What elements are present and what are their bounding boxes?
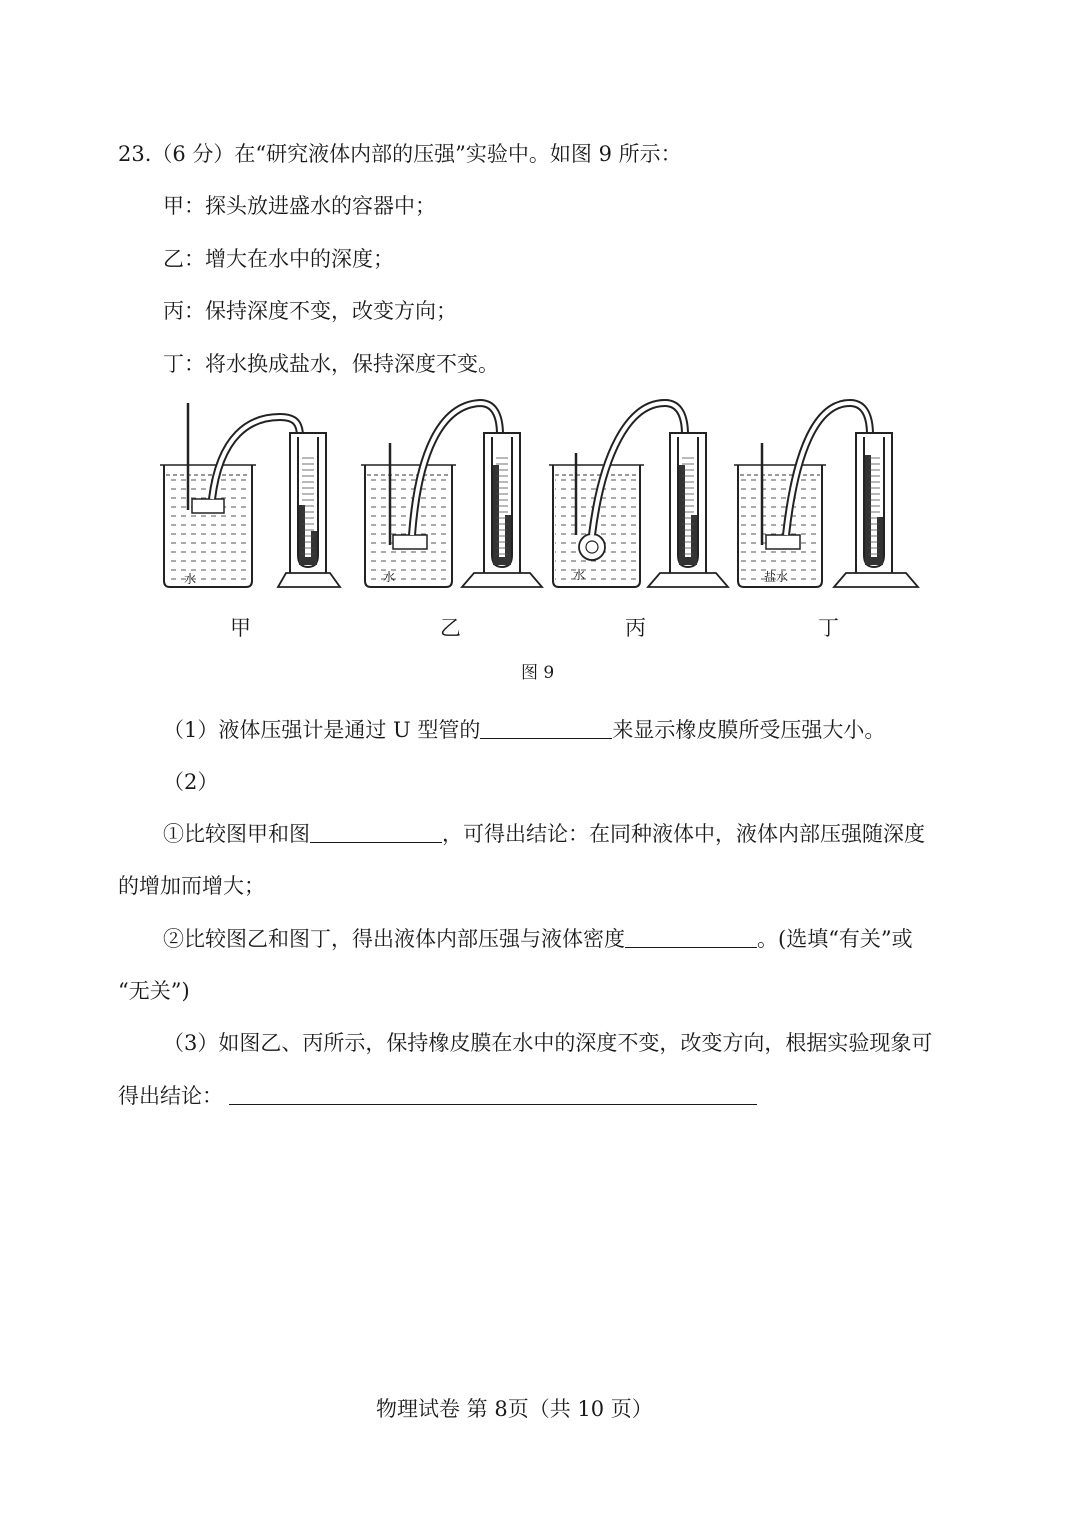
liquid-label-bing: 水 <box>573 568 586 582</box>
part-3-line-2 <box>118 1081 757 1111</box>
figure-9-diagram <box>150 395 930 610</box>
liquid-label-yi: 水 <box>383 570 396 584</box>
apparatus-bing <box>549 403 728 587</box>
answer-blank-1[interactable] <box>480 716 612 739</box>
manometer-ding <box>834 433 918 587</box>
step-ding: 丁：将水换成盐水，保持深度不变。 <box>163 352 499 376</box>
panel-label-ding: 丁 <box>818 616 839 640</box>
part-2a-before: ①比较图甲和图 <box>163 822 310 846</box>
part-2b-before: ②比较图乙和图丁，得出液体内部压强与液体密度 <box>163 927 625 951</box>
part-2a-after: ，可得出结论：在同种液体中，液体内部压强随深度 <box>442 822 925 846</box>
step-yi: 乙：增大在水中的深度； <box>163 247 394 271</box>
answer-blank-2b[interactable] <box>625 925 757 948</box>
apparatus-jia <box>160 403 340 587</box>
question-header: 23.（6 分）在“研究液体内部的压强”实验中。如图 9 所示： <box>118 142 682 166</box>
apparatus-yi <box>361 403 542 587</box>
manometer-yi <box>462 433 542 587</box>
part-1-before: （1）液体压强计是通过 U 型管的 <box>163 718 481 742</box>
step-bing: 丙：保持深度不变，改变方向； <box>163 299 457 323</box>
beaker-ding <box>734 465 826 587</box>
liquid-label-jia: 水 <box>184 572 197 586</box>
beaker-jia <box>160 465 256 587</box>
panel-label-jia: 甲 <box>230 616 251 640</box>
beaker-yi <box>361 465 456 587</box>
panel-label-bing: 丙 <box>625 616 646 640</box>
manometer-bing <box>648 433 728 587</box>
apparatus-ding <box>734 403 918 587</box>
page-footer: 物理试卷 第 8页（共 10 页） <box>376 1397 653 1421</box>
figure-caption: 图 9 <box>521 663 555 683</box>
manometer-jia <box>278 433 340 587</box>
part-3-prefix: 得出结论： <box>118 1084 223 1108</box>
step-jia: 甲：探头放进盛水的容器中； <box>163 194 436 218</box>
part-1 <box>163 715 885 745</box>
part-3-line-1: （3）如图乙、丙所示，保持橡皮膜在水中的深度不变，改变方向，根据实验现象可 <box>163 1031 933 1055</box>
part-2b <box>163 924 913 954</box>
answer-blank-2a[interactable] <box>310 820 442 843</box>
part-2a-continued: 的增加而增大； <box>118 874 265 898</box>
part-2b-after: 。(选填“有关”或 <box>757 927 913 951</box>
part-2a <box>163 819 925 849</box>
part-2-label: （2） <box>163 770 219 794</box>
answer-blank-3[interactable] <box>229 1082 757 1105</box>
part-2b-continued: “无关”) <box>118 979 190 1003</box>
liquid-label-ding: 盐水 <box>764 570 789 584</box>
panel-label-yi: 乙 <box>440 616 461 640</box>
part-1-after: 来显示橡皮膜所受压强大小。 <box>612 718 886 742</box>
